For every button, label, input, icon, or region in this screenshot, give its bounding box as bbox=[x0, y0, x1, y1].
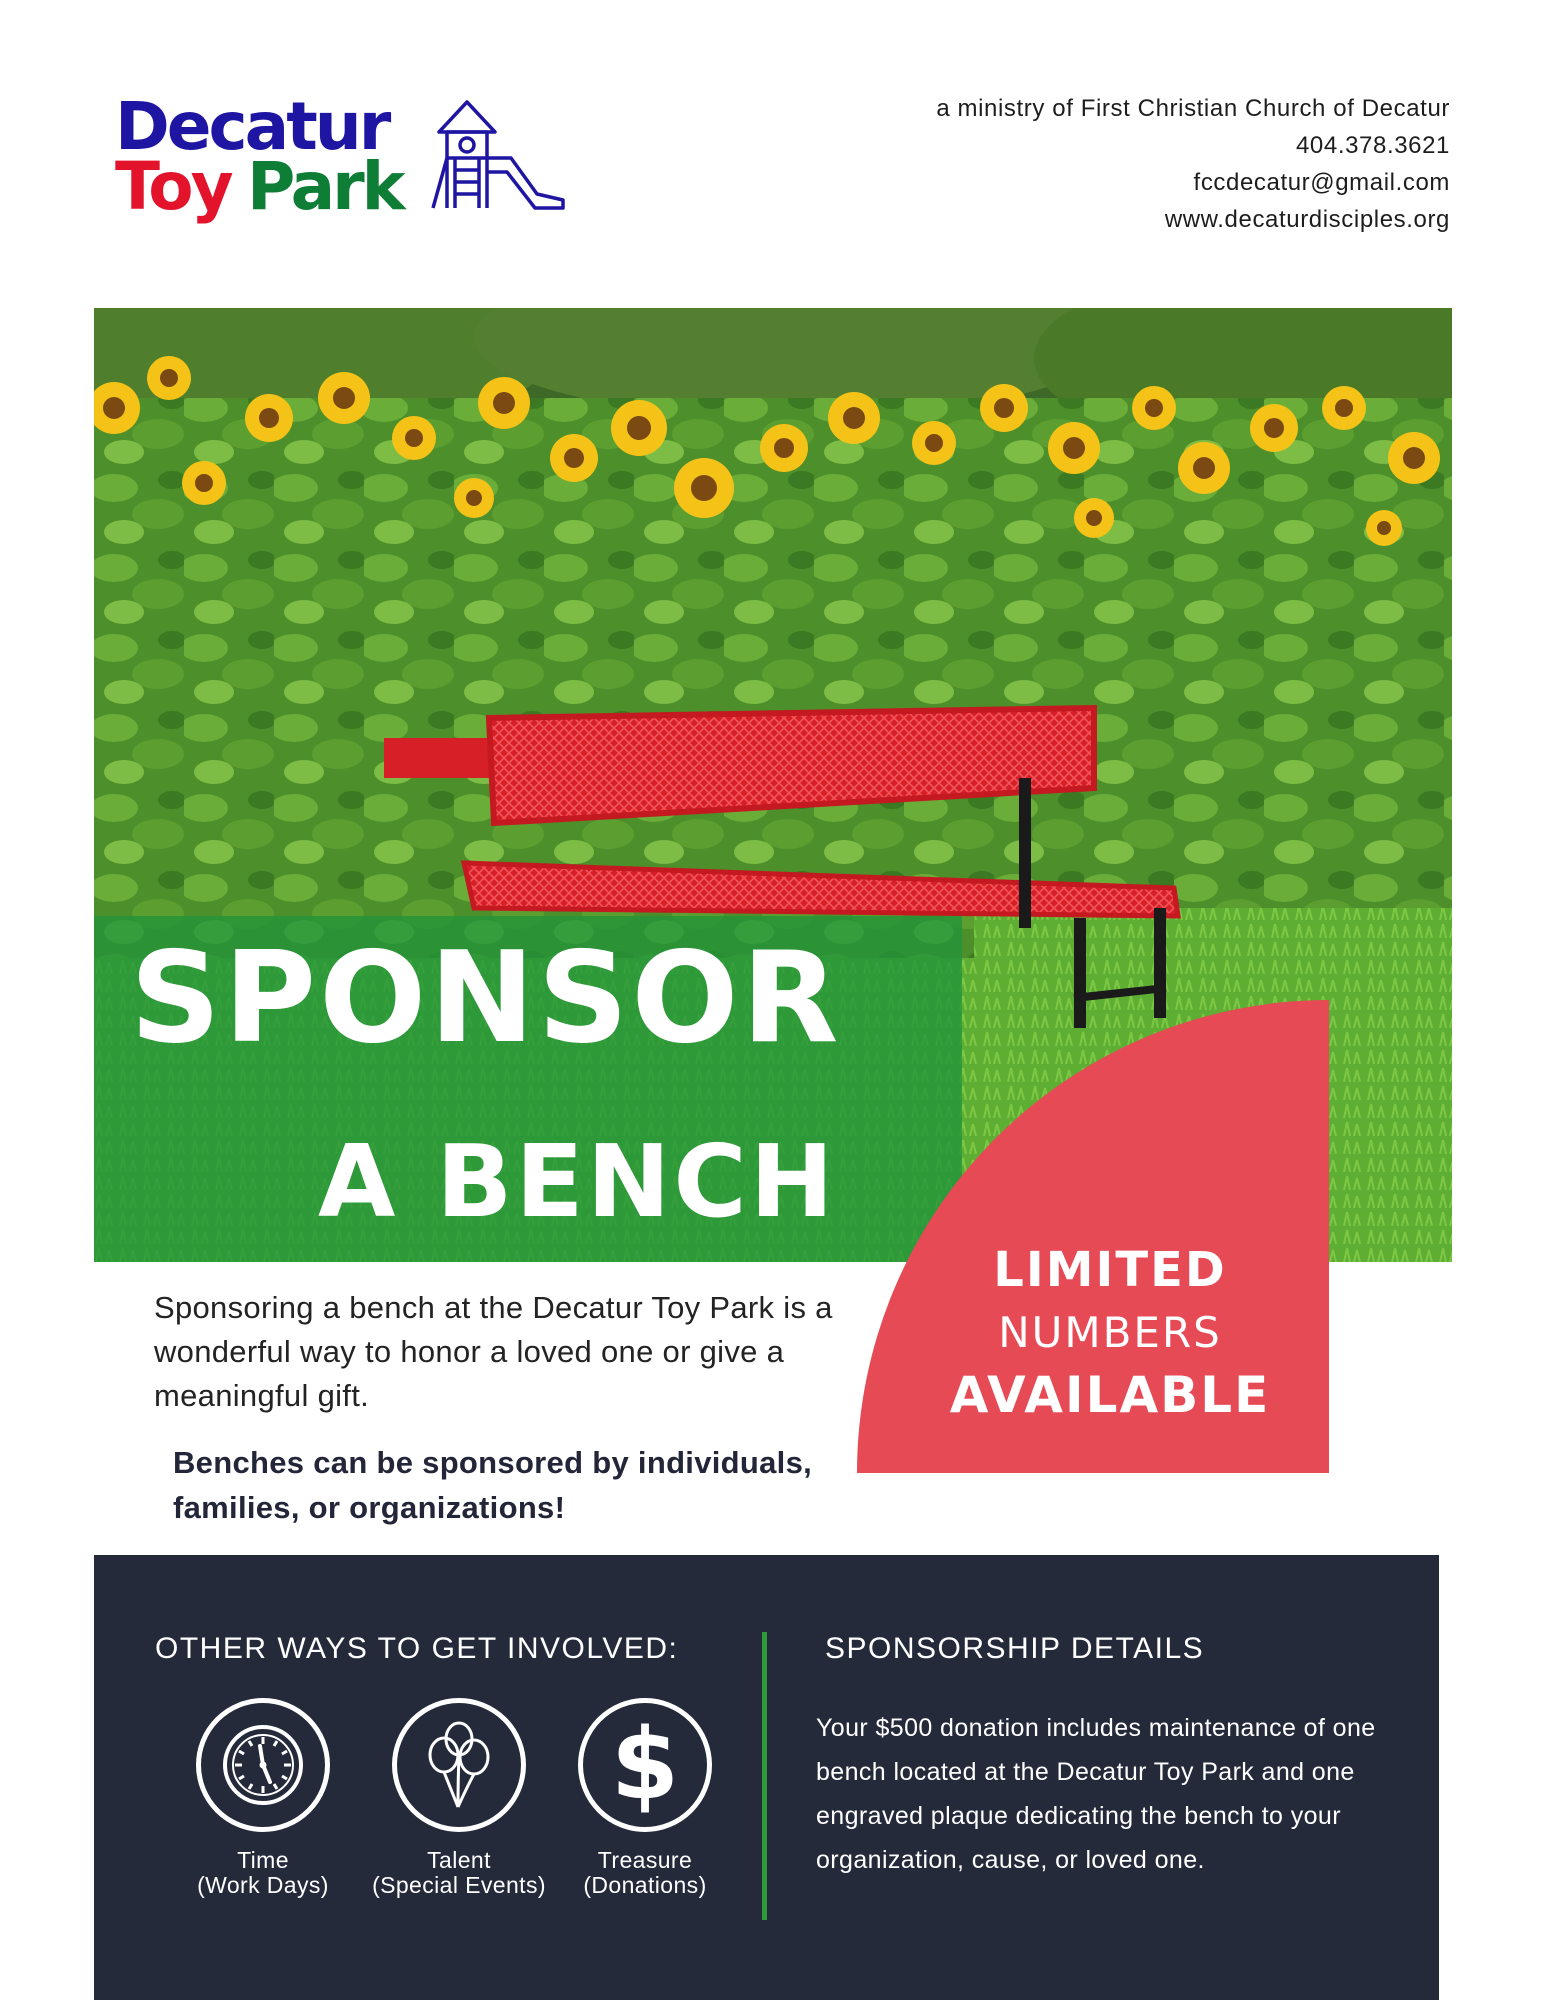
playground-icon bbox=[427, 96, 565, 214]
badge-line-limited: LIMITED bbox=[993, 1242, 1227, 1298]
way-time-sub: (Work Days) bbox=[197, 1872, 329, 1898]
intro-paragraph: Sponsoring a bench at the Decatur Toy Park is a wonderful way to honor a loved one or give a meaningful gift. bbox=[154, 1290, 833, 1413]
involved-heading: OTHER WAYS TO GET INVOLVED: bbox=[155, 1632, 679, 1665]
clock-icon bbox=[196, 1698, 330, 1832]
panel-divider bbox=[762, 1632, 767, 1920]
balloons-icon bbox=[392, 1698, 526, 1832]
sponsorship-details-text: Your $500 donation includes maintenance of one bench located at the Decatur Toy Park and one engraved plaque dedicating the bench to your organization, cause, or loved one. bbox=[816, 1714, 1376, 1874]
dollar-symbol: $ bbox=[610, 1708, 680, 1822]
way-treasure bbox=[557, 1698, 733, 1898]
badge-line-available: AVAILABLE bbox=[949, 1366, 1271, 1424]
website-url: www.decaturdisciples.org bbox=[1164, 206, 1450, 233]
sponsorship-heading: SPONSORSHIP DETAILS bbox=[825, 1632, 1205, 1665]
ministry-text: a ministry of First Christian Church of Decatur bbox=[936, 95, 1450, 122]
logo-word-decatur: Decatur bbox=[115, 88, 389, 165]
phone-number: 404.378.3621 bbox=[1295, 132, 1450, 159]
sponsor-callout: Benches can be sponsored by individuals, families, or organizations! bbox=[173, 1445, 813, 1525]
logo-word-toy: Toy bbox=[115, 148, 231, 225]
badge-line-numbers: NUMBERS bbox=[998, 1308, 1222, 1357]
way-time bbox=[175, 1698, 351, 1898]
email-address: fccdecatur@gmail.com bbox=[1193, 169, 1450, 196]
way-talent bbox=[371, 1698, 547, 1898]
title-a-bench: A BENCH bbox=[318, 1123, 837, 1240]
decatur-toy-park-logo bbox=[115, 88, 575, 238]
way-time-label: Time bbox=[237, 1847, 289, 1873]
logo-word-park: Park bbox=[247, 148, 403, 225]
way-treasure-label: Treasure bbox=[597, 1847, 693, 1873]
contact-block bbox=[936, 90, 1450, 238]
title-sponsor: SPONSOR bbox=[130, 924, 842, 1071]
way-talent-sub: (Special Events) bbox=[372, 1872, 546, 1898]
way-treasure-sub: (Donations) bbox=[583, 1872, 707, 1898]
way-talent-label: Talent bbox=[427, 1847, 491, 1873]
dollar-icon bbox=[578, 1698, 712, 1832]
